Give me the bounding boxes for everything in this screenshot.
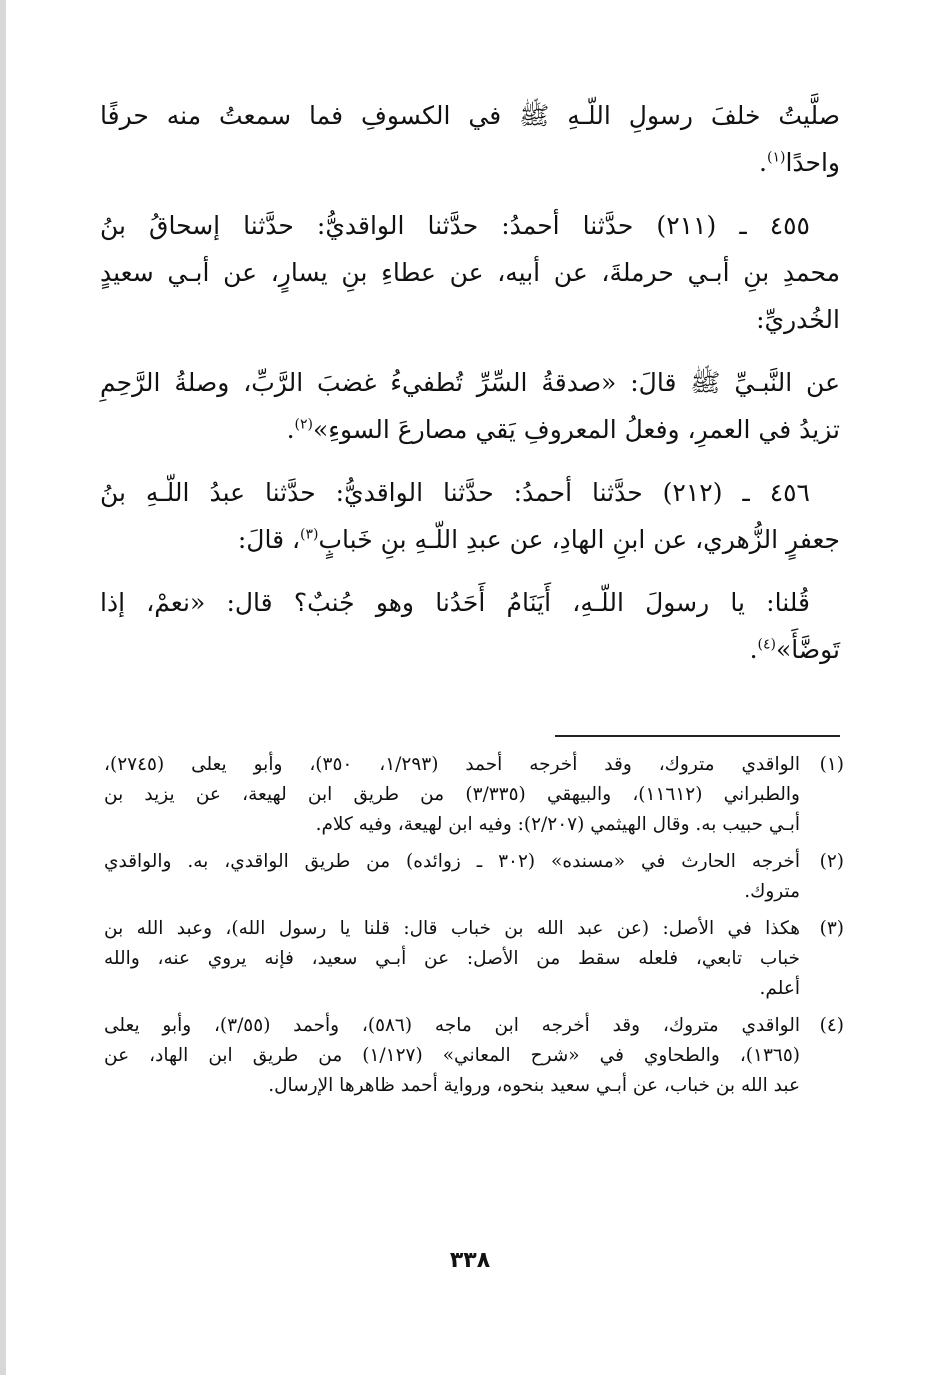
footnote-line: أبـي حبيب به. وقال الهيثمي (٢/٢٠٧): وفيه ابن لهيعة، وفيه كلام.	[315, 814, 800, 835]
text-line-last: الخُدريِّ:	[756, 305, 840, 334]
footnote-4	[104, 1011, 844, 1101]
footnote-number: (١)	[819, 754, 844, 775]
text-fragment: تزيدُ في العمرِ، وفعلُ المعروفِ يَقي مصارعَ السوءِ»	[312, 415, 840, 444]
footnote-line: عبد الله بن خباب، عن أبـي سعيد بنحوه، ورواية أحمد ظاهرها الإرسال.	[268, 1075, 800, 1096]
footnote-line: هكذا في الأصل: (عن عبد الله بن خباب قال: قلنا يا رسول الله)، وعبد الله بن	[104, 918, 800, 939]
page-number: ٣٣٨	[449, 1248, 491, 1273]
text-line: محمدِ بنِ أبـي حرملةَ، عن أبيه، عن عطاءِ بنِ يسارٍ، عن أبـي سعيدٍ	[100, 258, 840, 287]
punctuation: .	[286, 415, 295, 444]
footnote-line: أخرجه الحارث في «مسنده» (٣٠٢ ـ زوائده) من طريق الواقدي، به. والواقدي	[104, 851, 800, 872]
footnote-2	[104, 847, 844, 907]
footnote-ref: (٤)	[757, 636, 776, 653]
footnote-body	[104, 914, 800, 1004]
footnote-ref: (٣)	[300, 526, 319, 543]
hadith-text-paragraph	[100, 92, 840, 186]
footnote-line: والطبراني (١١٦١٢)، والبيهقي (٣/٣٣٥) من طريق ابن لهيعة، عن يزيد بن	[104, 784, 800, 805]
main-text	[100, 92, 840, 689]
hadith-matn-455	[100, 359, 840, 453]
text-line-last	[100, 139, 840, 186]
text-line: ٤٥٥ ـ (٢١١) حدَّثنا أحمدُ: حدَّثنا الواقديُّ: حدَّثنا إسحاقُ بنُ	[100, 211, 810, 240]
hadith-matn-456	[100, 579, 840, 673]
text-line: عن النَّبـيِّ ﷺ قالَ: «صدقةُ السِّرِّ تُطفيءُ غضبَ الرَّبِّ، وصلةُ الرَّحِمِ	[100, 368, 840, 397]
footnote-number: (٣)	[819, 918, 844, 939]
footnote-line: الواقدي متروك، وقد أخرجه ابن ماجه (٥٨٦)، وأحمد (٣/٥٥)، وأبو يعلى	[104, 1015, 800, 1036]
hadith-isnad-456	[100, 469, 840, 563]
footnote-line: متروك.	[744, 881, 800, 902]
footnote-number: (٤)	[819, 1015, 844, 1036]
footnote-line: (١٣٦٥)، والطحاوي في «شرح المعاني» (١/١٢٧) من طريق ابن الهاد، عن	[104, 1045, 800, 1066]
footnote-body	[104, 1011, 800, 1101]
text-line: صلَّيتُ خلفَ رسولِ اللّـهِ ﷺ في الكسوفِ فما سمعتُ منه حرفًا	[100, 101, 840, 130]
footnote-body	[104, 750, 800, 840]
footnote-number: (٢)	[819, 851, 844, 872]
punctuation: .	[759, 148, 767, 177]
text-fragment: تَوضَّأَ»	[775, 635, 840, 664]
footnote-line: الواقدي متروك، وقد أخرجه أحمد (١/٢٩٣، ٣٥٠)، وأبو يعلى (٢٧٤٥)،	[104, 754, 800, 775]
text-line-last	[100, 626, 840, 673]
punctuation: .	[749, 635, 758, 664]
text-line: ٤٥٦ ـ (٢١٢) حدَّثنا أحمدُ: حدَّثنا الواقديُّ: حدَّثنا عبدُ اللّـهِ بنُ	[100, 478, 810, 507]
footnote-line: أعلم.	[759, 978, 800, 999]
footnote-1	[104, 750, 844, 840]
footnote-body	[104, 847, 800, 907]
footnotes	[104, 750, 844, 1108]
footnote-3	[104, 914, 844, 1004]
text-line-last	[100, 516, 840, 563]
page-edge-shadow	[0, 0, 6, 1375]
hadith-isnad-455	[100, 202, 840, 343]
text-line-last	[100, 406, 840, 453]
footnote-separator	[555, 735, 840, 737]
footnote-line: خباب تابعي، فلعله سقط من الأصل: عن أبـي سعيد، فإنه يروي عنه، والله	[104, 948, 800, 969]
text-line: قُلنا: يا رسولَ اللّـهِ، أَيَنَامُ أَحَدُنا وهو جُنبٌ؟ قال: «نعمْ، إذا	[100, 588, 810, 617]
punctuation: ، قالَ:	[237, 525, 301, 554]
text-fragment: واحدًا	[785, 148, 840, 177]
footnote-ref: (٢)	[294, 416, 313, 433]
footnote-ref: (١)	[766, 149, 786, 166]
text-fragment: جعفرٍ الزُّهري، عن ابنِ الهادِ، عن عبدِ اللّـهِ بنِ خَبابٍ	[318, 525, 840, 554]
